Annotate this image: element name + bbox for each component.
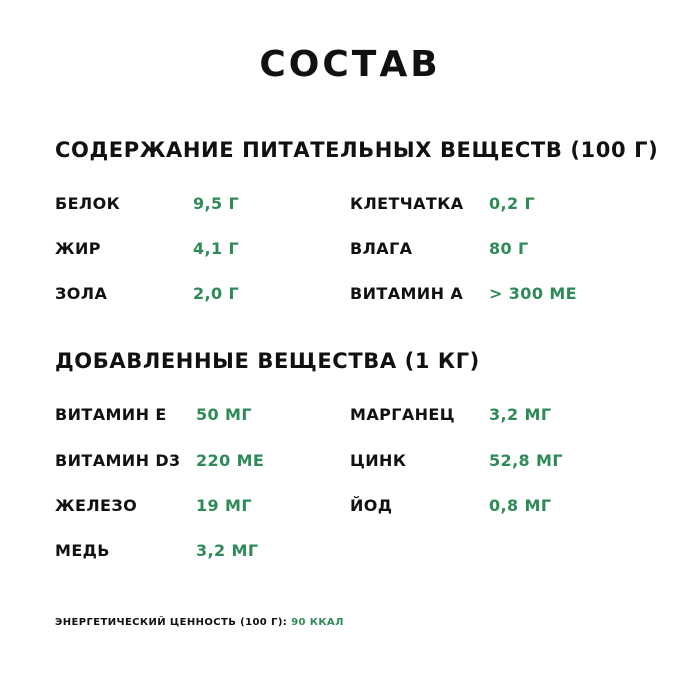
page-title: СОСТАВ: [259, 44, 441, 85]
nutrient-name: ЗОЛА: [55, 284, 108, 303]
additive-value: 220 МЕ: [196, 451, 265, 470]
nutrient-value: 2,0 Г: [193, 284, 240, 303]
additive-value: 3,2 МГ: [196, 541, 259, 560]
additive-name: ВИТАМИН D3: [55, 451, 181, 470]
nutrient-name: БЕЛОК: [55, 194, 121, 213]
nutrients-heading: СОДЕРЖАНИЕ ПИТАТЕЛЬНЫХ ВЕЩЕСТВ (100 Г): [55, 138, 659, 162]
additive-value: 3,2 МГ: [489, 405, 552, 424]
additive-name: ВИТАМИН Е: [55, 405, 167, 424]
nutrient-name: ЖИР: [55, 239, 101, 258]
energy-value-footer: [55, 617, 344, 628]
nutrient-value: > 300 МЕ: [489, 284, 577, 303]
nutrient-name: ВИТАМИН А: [350, 284, 464, 303]
additive-value: 19 МГ: [196, 496, 252, 515]
additive-name: МЕДЬ: [55, 541, 110, 560]
nutrient-value: 4,1 Г: [193, 239, 240, 258]
additive-name: ЖЕЛЕЗО: [55, 496, 138, 515]
additive-value: 0,8 МГ: [489, 496, 552, 515]
energy-value: 90 ККАЛ: [291, 617, 344, 628]
additives-heading: ДОБАВЛЕННЫЕ ВЕЩЕСТВА (1 КГ): [55, 349, 480, 373]
additive-name: ЙОД: [350, 496, 393, 515]
nutrient-name: КЛЕТЧАТКА: [350, 194, 464, 213]
additive-value: 52,8 МГ: [489, 451, 563, 470]
energy-label: ЭНЕРГЕТИЧЕСКИЙ ЦЕННОСТЬ (100 Г):: [55, 617, 288, 628]
nutrient-value: 80 Г: [489, 239, 529, 258]
nutrient-value: 0,2 Г: [489, 194, 536, 213]
additive-name: ЦИНК: [350, 451, 407, 470]
additive-value: 50 МГ: [196, 405, 252, 424]
nutrient-value: 9,5 Г: [193, 194, 240, 213]
nutrient-name: ВЛАГА: [350, 239, 413, 258]
additive-name: МАРГАНЕЦ: [350, 405, 455, 424]
